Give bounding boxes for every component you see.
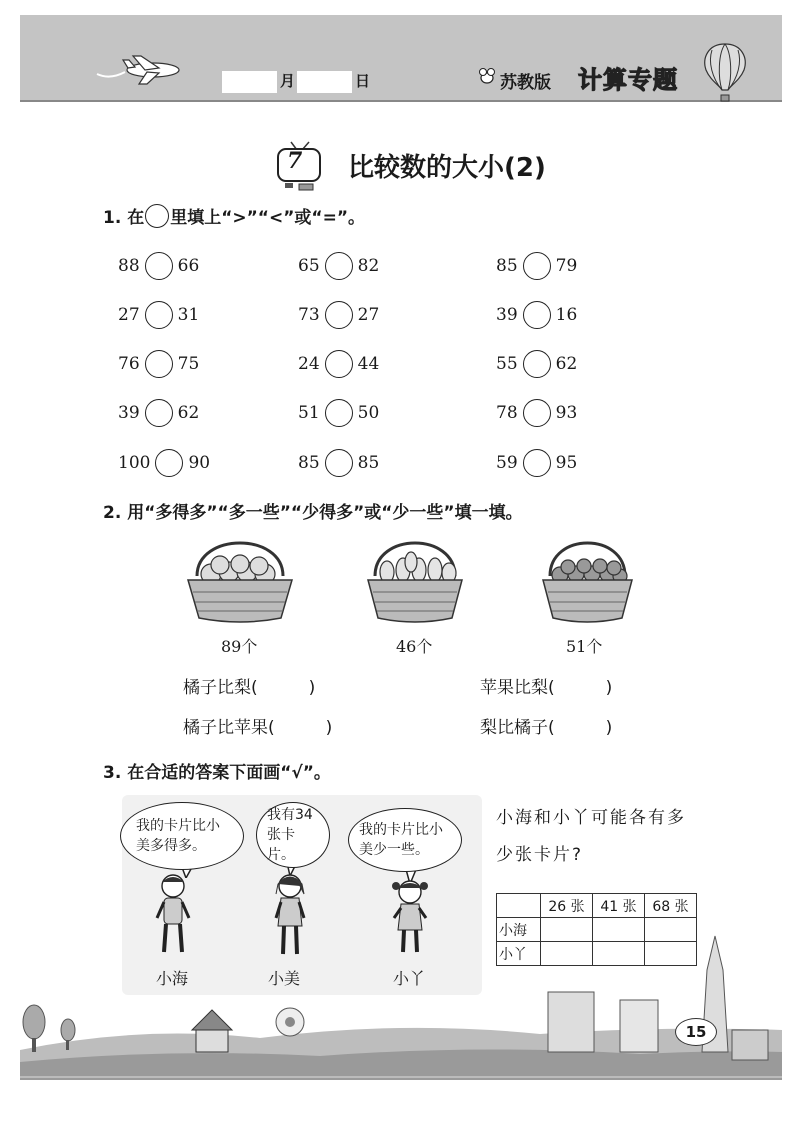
q3-question bbox=[496, 800, 686, 874]
page-number: 15 bbox=[675, 1018, 717, 1046]
answer-circle[interactable] bbox=[325, 399, 353, 427]
q3-question-line1: 小海和小丫可能各有多 bbox=[496, 808, 686, 828]
blank-orange-vs-apple[interactable]: 橘子比苹果( ) bbox=[183, 718, 333, 738]
table-col-header: 41 张 bbox=[593, 894, 645, 918]
month-input-box[interactable] bbox=[222, 71, 277, 93]
answer-circle[interactable] bbox=[325, 252, 353, 280]
day-label: 日 bbox=[355, 72, 371, 90]
right-number: 82 bbox=[357, 256, 380, 276]
right-number: 79 bbox=[555, 256, 578, 276]
q1-suffix: 里填上“>”“<”或“=”。 bbox=[170, 208, 365, 228]
comparison-item bbox=[118, 449, 210, 477]
table-col-header: 26 张 bbox=[541, 894, 593, 918]
answer-circle[interactable] bbox=[145, 350, 173, 378]
apple-basket-icon bbox=[185, 538, 295, 626]
table-row-header: 小丫 bbox=[497, 942, 541, 966]
lesson-title: 比较数的大小(2) bbox=[348, 153, 546, 183]
building-icon bbox=[732, 1030, 768, 1060]
answer-circle[interactable] bbox=[523, 252, 551, 280]
left-number: 76 bbox=[118, 354, 140, 374]
hot-air-balloon-icon bbox=[700, 42, 750, 104]
left-number: 88 bbox=[118, 256, 140, 276]
blank-pear-vs-orange[interactable]: 梨比橘子( ) bbox=[480, 718, 613, 738]
answer-circle[interactable] bbox=[523, 350, 551, 378]
header-divider bbox=[20, 100, 782, 102]
speech-bubble-xiaohai: 我的卡片比小美多得多。 bbox=[120, 802, 244, 870]
comparison-item bbox=[118, 301, 199, 329]
speech-bubble-xiaomei: 我有34张卡片。 bbox=[256, 802, 330, 868]
left-number: 27 bbox=[118, 305, 140, 325]
right-number: 62 bbox=[555, 354, 578, 374]
lesson-number: 7 bbox=[287, 148, 303, 174]
comparison-item bbox=[118, 399, 199, 427]
table-header-row bbox=[497, 894, 697, 918]
footer-divider bbox=[20, 1076, 782, 1078]
tree-icon bbox=[23, 1005, 45, 1052]
right-number: 95 bbox=[555, 453, 578, 473]
pear-count: 46个 bbox=[396, 637, 433, 656]
left-number: 39 bbox=[118, 403, 140, 423]
orange-count: 51个 bbox=[566, 637, 603, 656]
apple-count: 89个 bbox=[221, 637, 258, 656]
q2-heading: 2. 用“多得多”“多一些”“少得多”或“少一些”填一填。 bbox=[103, 503, 523, 523]
orange-basket-icon bbox=[540, 538, 635, 626]
pear-basket-icon bbox=[365, 538, 465, 626]
left-number: 24 bbox=[298, 354, 320, 374]
left-number: 85 bbox=[496, 256, 518, 276]
left-number: 85 bbox=[298, 453, 320, 473]
answer-circle[interactable] bbox=[145, 252, 173, 280]
left-number: 59 bbox=[496, 453, 518, 473]
blank-apple-vs-pear[interactable]: 苹果比梨( ) bbox=[480, 678, 613, 698]
left-number: 65 bbox=[298, 256, 320, 276]
edition-label: 苏教版 bbox=[500, 73, 551, 93]
blank-orange-vs-pear[interactable]: 橘子比梨( ) bbox=[183, 678, 316, 698]
right-number: 75 bbox=[177, 354, 200, 374]
comparison-item bbox=[298, 399, 379, 427]
right-number: 66 bbox=[177, 256, 200, 276]
name-xiaomei: 小美 bbox=[268, 969, 301, 988]
right-number: 85 bbox=[357, 453, 380, 473]
circle-icon bbox=[145, 204, 169, 228]
name-xiaoya: 小丫 bbox=[393, 969, 426, 988]
right-number: 62 bbox=[177, 403, 200, 423]
comparison-item bbox=[496, 301, 577, 329]
answer-circle[interactable] bbox=[325, 449, 353, 477]
flower-icon bbox=[276, 1008, 304, 1036]
comparison-item bbox=[496, 350, 577, 378]
q3-question-line2: 少张卡片? bbox=[496, 845, 584, 865]
comparison-item bbox=[298, 252, 379, 280]
right-number: 16 bbox=[555, 305, 578, 325]
q1-prefix: 1. 在 bbox=[103, 208, 145, 228]
right-number: 31 bbox=[177, 305, 200, 325]
comparison-item bbox=[118, 252, 199, 280]
left-number: 100 bbox=[118, 453, 151, 473]
comparison-item bbox=[496, 252, 577, 280]
left-number: 39 bbox=[496, 305, 518, 325]
airplane-icon bbox=[95, 52, 185, 88]
footer-scenery bbox=[20, 930, 782, 1080]
month-label: 月 bbox=[280, 72, 296, 90]
right-number: 50 bbox=[357, 403, 380, 423]
table-col-header: 68 张 bbox=[645, 894, 697, 918]
comparison-item bbox=[298, 449, 379, 477]
answer-circle[interactable] bbox=[155, 449, 183, 477]
comparison-item bbox=[298, 301, 379, 329]
left-number: 51 bbox=[298, 403, 320, 423]
speech-bubble-xiaoya: 我的卡片比小美少一些。 bbox=[348, 808, 462, 872]
left-number: 73 bbox=[298, 305, 320, 325]
right-number: 27 bbox=[357, 305, 380, 325]
comparison-item bbox=[496, 449, 577, 477]
name-xiaohai: 小海 bbox=[156, 969, 189, 988]
comparison-item bbox=[298, 350, 379, 378]
comparison-item bbox=[496, 399, 577, 427]
answer-circle[interactable] bbox=[145, 301, 173, 329]
answer-circle[interactable] bbox=[523, 449, 551, 477]
house-icon bbox=[192, 1010, 232, 1052]
answer-circle[interactable] bbox=[325, 350, 353, 378]
left-number: 78 bbox=[496, 403, 518, 423]
comparison-item bbox=[118, 350, 199, 378]
left-number: 55 bbox=[496, 354, 518, 374]
answer-circle[interactable] bbox=[523, 301, 551, 329]
q3-heading: 3. 在合适的答案下面画“√”。 bbox=[103, 763, 331, 783]
series-title: 计算专题 bbox=[578, 66, 678, 94]
answer-circle[interactable] bbox=[325, 301, 353, 329]
answer-circle[interactable] bbox=[523, 399, 551, 427]
q1-heading bbox=[103, 203, 365, 228]
table-row-header: 小海 bbox=[497, 918, 541, 942]
bee-icon bbox=[477, 66, 497, 86]
right-number: 93 bbox=[555, 403, 578, 423]
right-number: 44 bbox=[357, 354, 380, 374]
table-corner-cell bbox=[497, 894, 541, 918]
day-input-box[interactable] bbox=[297, 71, 352, 93]
answer-circle[interactable] bbox=[145, 399, 173, 427]
right-number: 90 bbox=[188, 453, 211, 473]
